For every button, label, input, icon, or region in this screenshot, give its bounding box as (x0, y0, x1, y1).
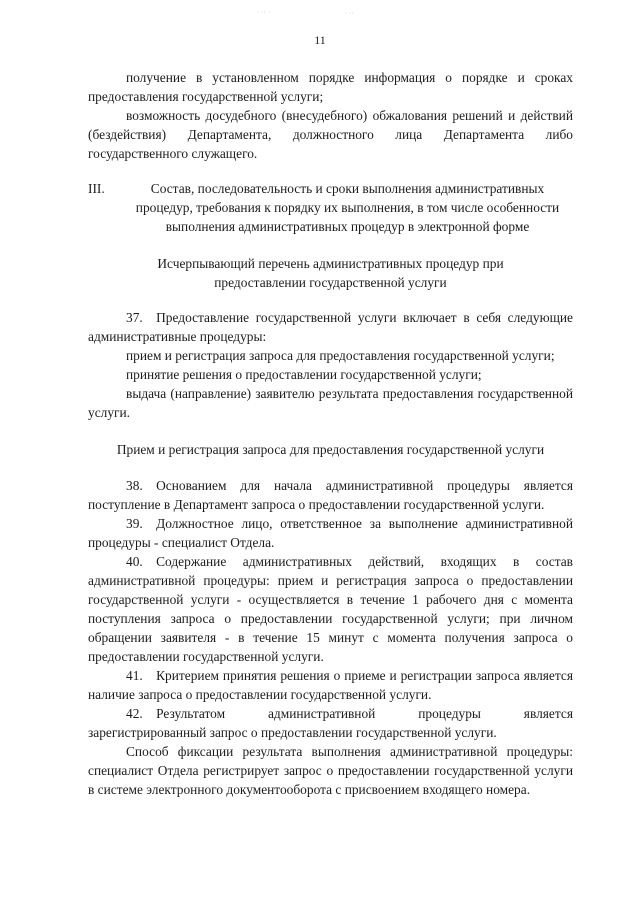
paragraph: 41. Критерием принятия решения о приеме и регистрации запроса является наличие запроса о предоставлении государственной услуги. (88, 668, 573, 702)
paragraph: принятие решения о предоставлении государственной услуги; (126, 367, 482, 382)
subheading: Прием и регистрация запроса для предоставления государственной услуги (116, 442, 545, 457)
paragraph: прием и регистрация запроса для предоставления государственной услуги; (126, 348, 555, 363)
paragraph: выдача (направление) заявителю результата предоставления государственной услуги. (88, 386, 573, 420)
paragraph: 38. Основанием для начала административной процедуры является поступление в Департамент запроса о предоставлении государственной услуги. (88, 478, 573, 512)
page-number: 11 (314, 33, 326, 47)
section-heading (88, 179, 573, 236)
scan-speck: ˙ ˙˙ ˙ (256, 10, 271, 19)
scan-speck: ˙ ˙˙ (344, 11, 354, 20)
section-title: Состав, последовательность и сроки выполнения административных процедур, требования к порядку их выполнения, в том числе особенности выполнения административных процедур в электронной форме (135, 181, 560, 234)
document-body (88, 68, 573, 799)
paragraph: получение в установленном порядке информация о порядке и сроках предоставления государственной услуги; (88, 70, 573, 104)
section-number: III. (88, 181, 105, 196)
subheading: Исчерпывающий перечень административных процедур при предоставлении государственной услуги (157, 256, 504, 290)
paragraph: возможность досудебного (внесудебного) обжалования решений и действий (бездействия) Департамента, должностного лица Департамента либо государственного служащего. (88, 108, 573, 161)
paragraph: Способ фиксации результата выполнения административной процедуры: специалист Отдела регистрирует запрос о предоставлении государственной услуги в системе электронного документооборота с присвоением входящего номера. (88, 744, 573, 797)
paragraph: 40. Содержание административных действий, входящих в состав административной процедуры: прием и регистрация запроса о предоставлении государственной услуги - осуществляется в течение 1 рабочего дня с момента поступления запроса о предоставлении государственной услуги; при личном обращении заявителя - в течение 15 минут с момента получения запроса о предоставлении государственной услуги. (88, 554, 573, 664)
paragraph: 39. Должностное лицо, ответственное за выполнение административной процедуры - специалист Отдела. (88, 516, 573, 550)
paragraph: 37. Предоставление государственной услуги включает в себя следующие административные процедуры: (88, 310, 573, 344)
paragraph: 42. Результатом административной процедуры является зарегистрированный запрос о предоставлении государственной услуги. (88, 706, 573, 740)
